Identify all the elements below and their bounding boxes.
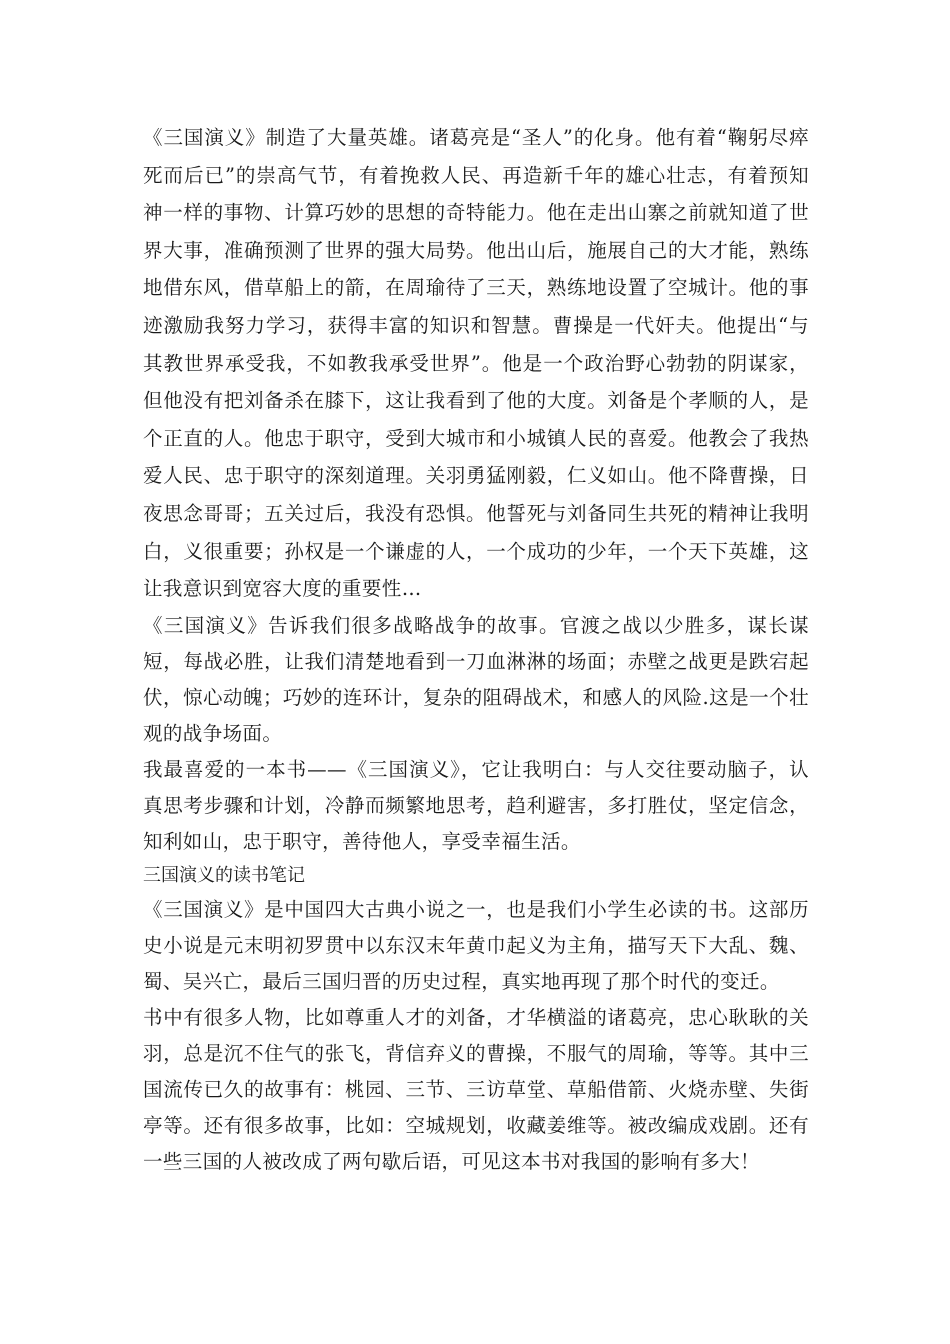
document-page (143, 119, 809, 1180)
paragraph-intro: 《三国演义》是中国四大古典小说之一，也是我们小学生必读的书。这部历史小说是元末明初罗贯中以东汉末年黄巾起义为主角，描写天下大乱、魏、蜀、吴兴亡，最后三国归晋的历史过程，真实地再现了那个时代的变迁。 (143, 897, 809, 993)
paragraph-heroes: 《三国演义》制造了大量英雄。诸葛亮是“圣人”的化身。他有着“鞠躬尽瘁死而后已”的崇高气节，有着挽救人民、再造新千年的雄心壮志，有着预知神一样的事物、计算巧妙的思想的奇特能力。他在走出山寨之前就知道了世界大事，准确预测了世界的强大局势。他出山后，施展自己的大才能，熟练地借东风，借草船上的箭，在周瑜待了三天，熟练地设置了空城计。他的事迹激励我努力学习，获得丰富的知识和智慧。曹操是一代奸夫。他提出“与其教世界承受我，不如教我承受世界”。他是一个政治野心勃勃的阴谋家，但他没有把刘备杀在膝下，这让我看到了他的大度。刘备是个孝顺的人，是个正直的人。他忠于职守，受到大城市和小城镇人民的喜爱。他教会了我热爱人民、忠于职守的深刻道理。关羽勇猛刚毅，仁义如山。他不降曹操，日夜思念哥哥；五关过后，我没有恐惧。他誓死与刘备同生共死的精神让我明白，义很重要；孙权是一个谦虚的人，一个成功的少年，一个天下英雄，这让我意识到宽容大度的重要性… (143, 126, 809, 601)
section-title: 三国演义的读书笔记 (143, 864, 305, 886)
paragraph-characters: 书中有很多人物，比如尊重人才的刘备，才华横溢的诸葛亮，忠心耿耿的关羽，总是沉不住气的张飞，背信弃义的曹操，不服气的周瑜，等等。其中三国流传已久的故事有：桃园、三节、三访草堂、草船借箭、火烧赤壁、失街亭等。还有很多故事，比如：空城规划，收藏姜维等。被改编成戏剧。还有一些三国的人被改成了两句歇后语，可见这本书对我国的影响有多大！ (143, 1005, 809, 1173)
paragraph-battles: 《三国演义》告诉我们很多战略战争的故事。官渡之战以少胜多，谋长谋短，每战必胜，让我们清楚地看到一刀血淋淋的场面；赤壁之战更是跌宕起伏，惊心动魄；巧妙的连环计，复杂的阻碍战术，和感人的风险.这是一个壮观的战争场面。 (143, 613, 809, 745)
paragraph-lessons: 我最喜爱的一本书——《三国演义》，它让我明白：与人交往要动脑子，认真思考步骤和计划，冷静而频繁地思考，趋利避害，多打胜仗，坚定信念，知利如山，忠于职守，善待他人，享受幸福生活。 (143, 757, 809, 853)
